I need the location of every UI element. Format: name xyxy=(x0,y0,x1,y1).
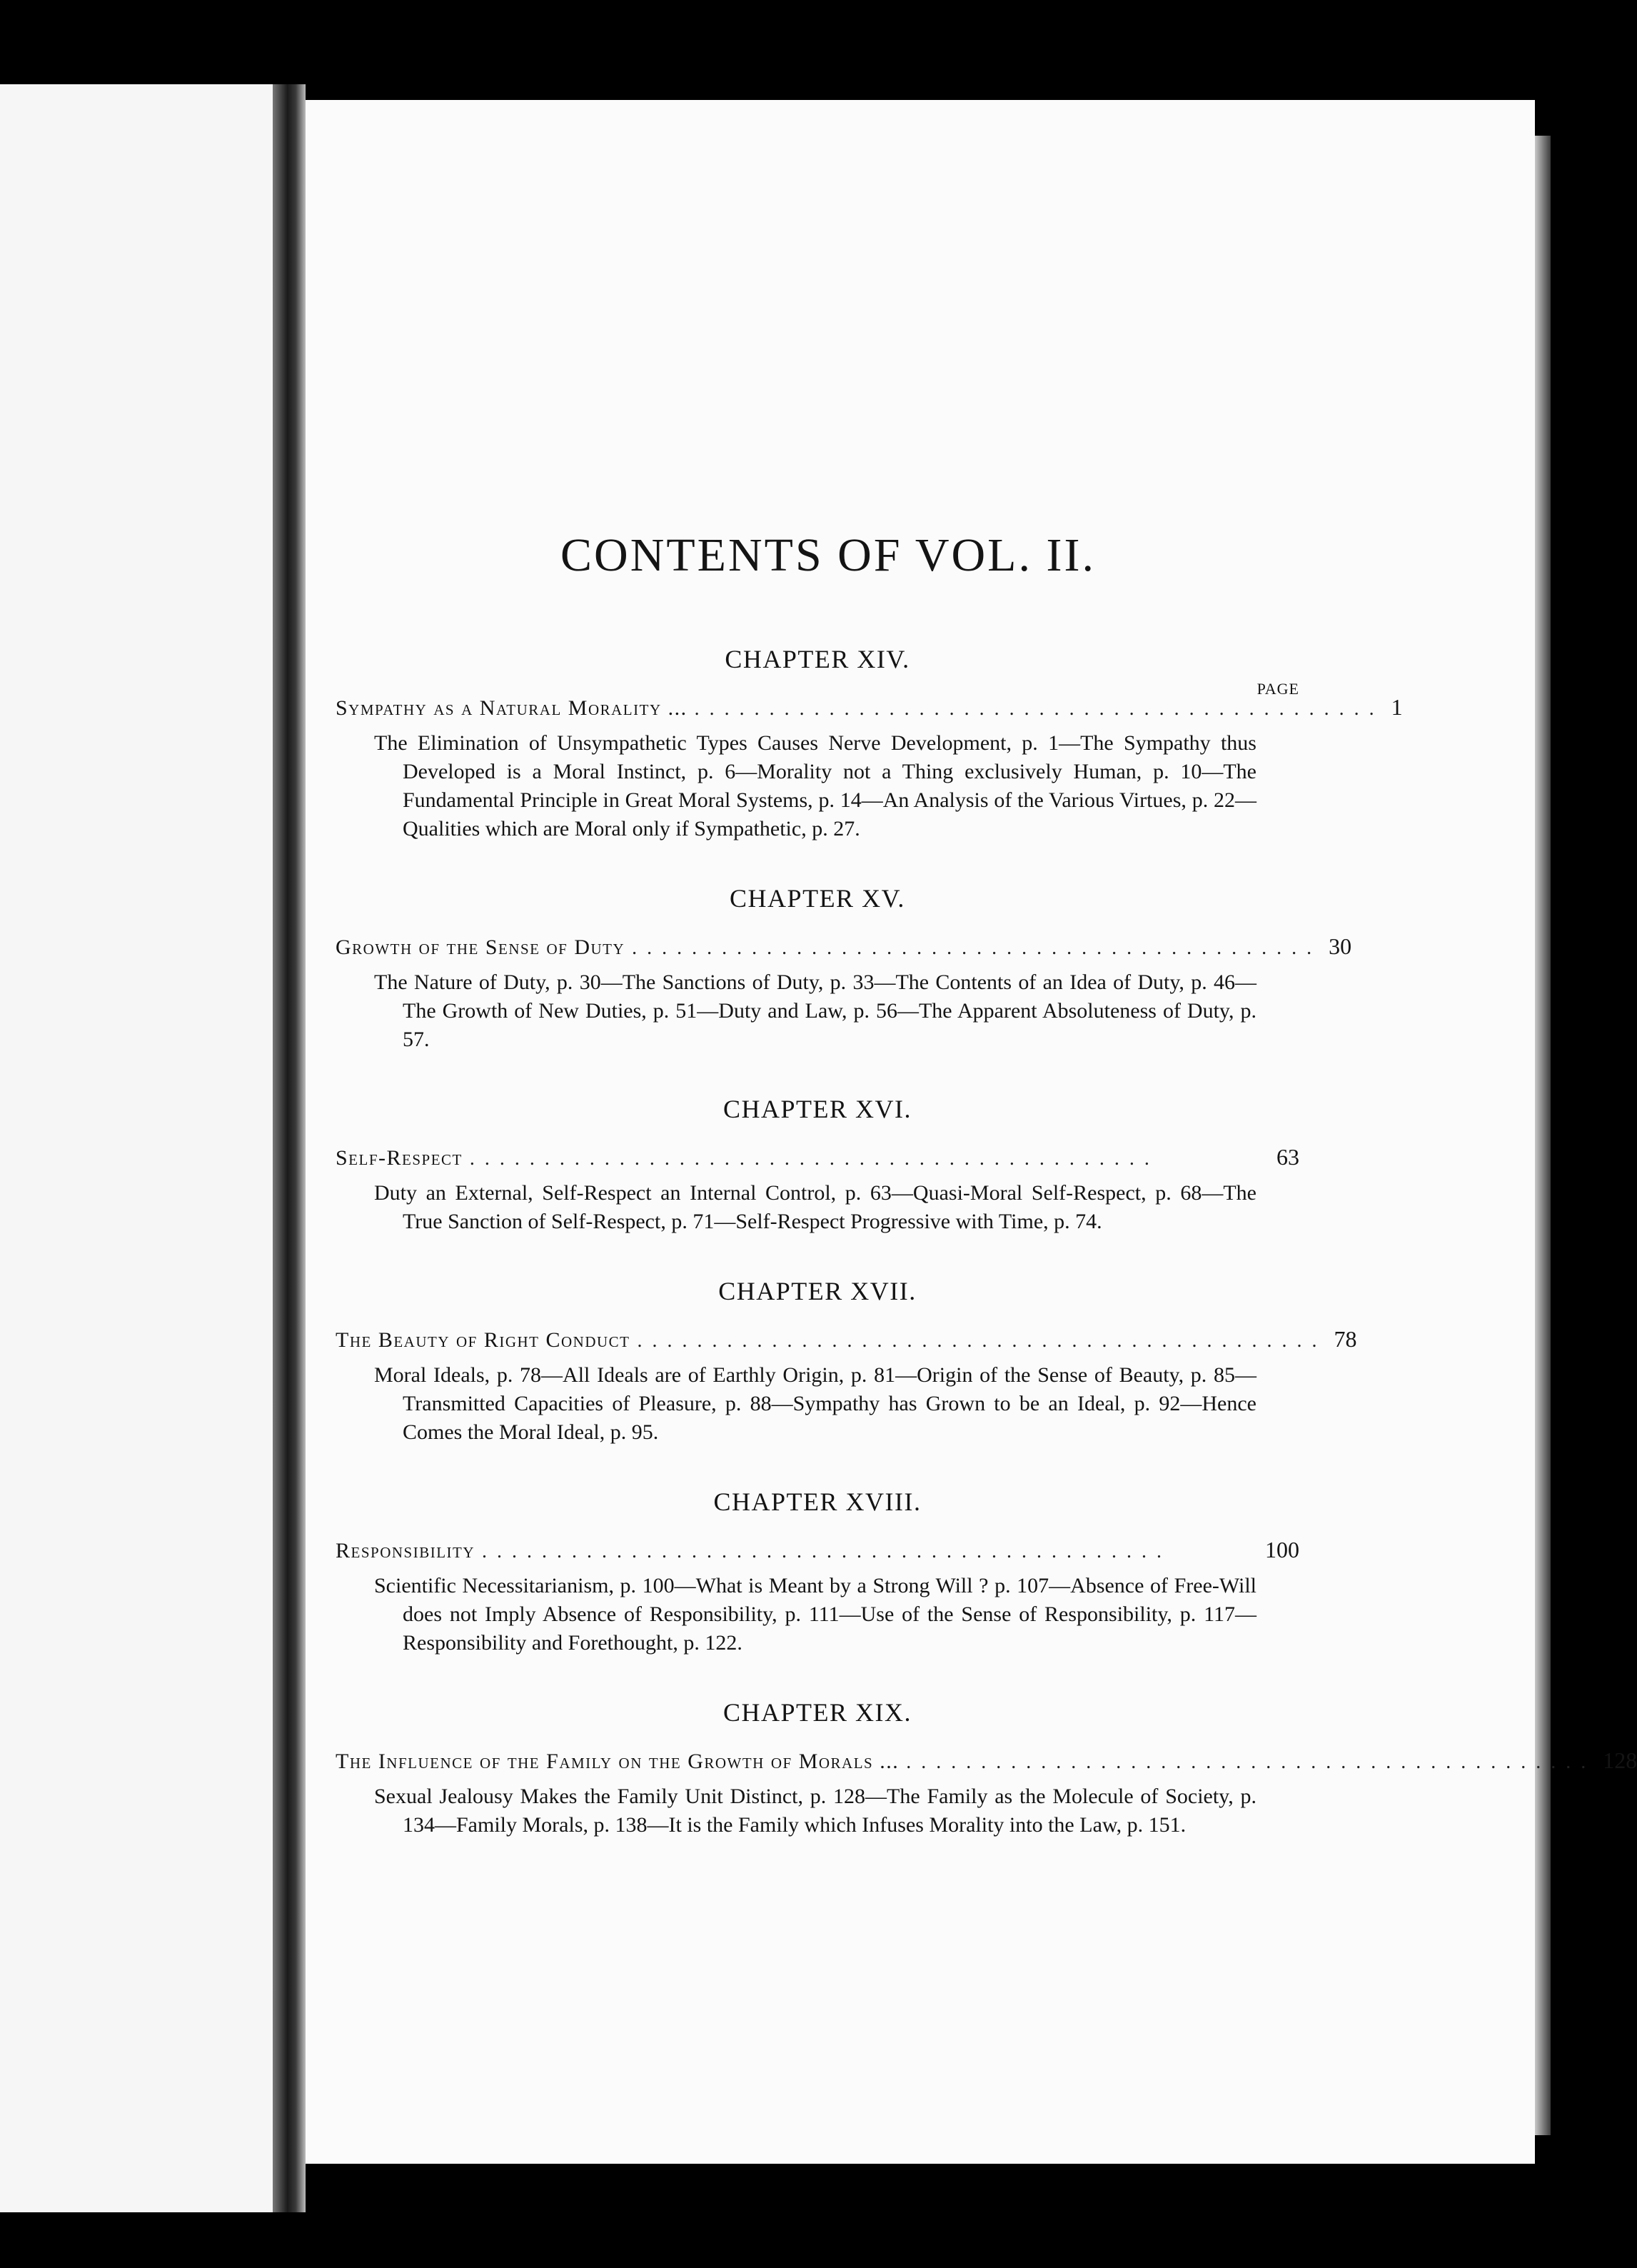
chapter-18 xyxy=(336,1487,1299,1657)
chapter-heading: CHAPTER XVI. xyxy=(722,1095,912,1123)
chapter-15 xyxy=(336,883,1352,1054)
page-number: 128 xyxy=(1603,1747,1637,1773)
dot-leader: .............................................. xyxy=(906,1751,1596,1773)
chapter-summary: Sexual Jealousy Makes the Family Unit Distinct, p. 128—The Family as the Molecule of Society, p. 134—Family Morals, p. 138—It is the Family which Infuses Morality into the Law, p. 151. xyxy=(374,1785,1256,1837)
chapter-heading: CHAPTER XVIII. xyxy=(713,1487,922,1516)
chapter-summary: The Elimination of Unsympathetic Types Causes Nerve Development, p. 1—The Sympathy thus Developed is a Moral Instinct, p. 6—Morality not a Thing exclusively Human, p. 10—The Fundamental Principle in Great Moral Systems, p. 14—An Analysis of the Various Virtues, p. 22—Qualities which are Moral only if Sympathetic, p. 27. xyxy=(374,731,1256,841)
chapter-entry xyxy=(336,1326,1357,1353)
chapter-17 xyxy=(336,1276,1357,1447)
chapter-entry xyxy=(336,1537,1299,1563)
chapter-title: Self-Respect xyxy=(336,1146,463,1170)
contents-page xyxy=(336,528,1637,1880)
chapter-heading: CHAPTER XV. xyxy=(730,884,905,913)
chapter-heading: CHAPTER XVII. xyxy=(718,1277,917,1305)
page-title: CONTENTS OF VOL. II. xyxy=(560,529,1096,581)
chapter-title: The Beauty of Right Conduct xyxy=(336,1328,630,1352)
chapter-summary: Moral Ideals, p. 78—All Ideals are of Earthly Origin, p. 81—Origin of the Sense of Beauty, p. 85—Transmitted Capacities of Pleasure, p. 88—Sympathy has Grown to be an Ideal, p. 92—Hence Comes the Moral Ideal, p. 95. xyxy=(374,1363,1256,1444)
chapter-heading: CHAPTER XIX. xyxy=(722,1698,912,1727)
dot-leader: .............................................. xyxy=(632,937,1322,959)
chapter-summary: Duty an External, Self-Respect an Internal Control, p. 63—Quasi-Moral Self-Respect, p. 68—The True Sanction of Self-Respect, p. 71—Self-Respect Progressive with Time, p. 74. xyxy=(374,1181,1256,1233)
dot-leader: .............................................. xyxy=(482,1540,1172,1562)
left-page xyxy=(0,84,273,2212)
chapter-entry xyxy=(336,680,1403,721)
dot-leader: .............................................. xyxy=(469,1148,1159,1170)
dot-leader: .............................................. xyxy=(694,698,1384,720)
chapter-heading: CHAPTER XIV. xyxy=(725,645,910,673)
page-number: 63 xyxy=(1276,1144,1299,1170)
chapter-16 xyxy=(336,1094,1299,1236)
page-number: 78 xyxy=(1334,1326,1357,1352)
page-number: 30 xyxy=(1329,933,1352,959)
page-number: 1 xyxy=(1391,694,1403,720)
chapter-title: Responsibility xyxy=(336,1539,475,1562)
page-column-label: PAGE xyxy=(1256,680,1299,698)
chapter-entry xyxy=(336,1747,1637,1774)
chapter-entry xyxy=(336,1144,1299,1170)
page-edge xyxy=(1535,136,1551,2135)
chapter-19 xyxy=(336,1697,1637,1840)
page-number: 100 xyxy=(1265,1537,1299,1562)
dot-leader: .............................................. xyxy=(637,1330,1327,1352)
chapter-title: Growth of the Sense of Duty xyxy=(336,935,625,959)
chapter-14 xyxy=(336,644,1403,843)
chapter-summary: The Nature of Duty, p. 30—The Sanctions of Duty, p. 33—The Contents of an Idea of Duty, p. 46—The Growth of New Duties, p. 51—Duty and Law, p. 56—The Apparent Absoluteness of Duty, p. 57. xyxy=(374,970,1256,1051)
chapter-summary: Scientific Necessitarianism, p. 100—What is Meant by a Strong Will ? p. 107—Absence of Free-Will does not Imply Absence of Responsibility, p. 111—Use of the Sense of Responsibility, p. 117—Responsibility and Forethought, p. 122. xyxy=(374,1574,1256,1655)
chapter-title: The Influence of the Family on the Growth of Morals ... xyxy=(336,1750,900,1773)
chapter-entry xyxy=(336,933,1352,960)
chapter-title: Sympathy as a Natural Morality ... xyxy=(336,696,687,720)
book-gutter xyxy=(273,84,306,2212)
